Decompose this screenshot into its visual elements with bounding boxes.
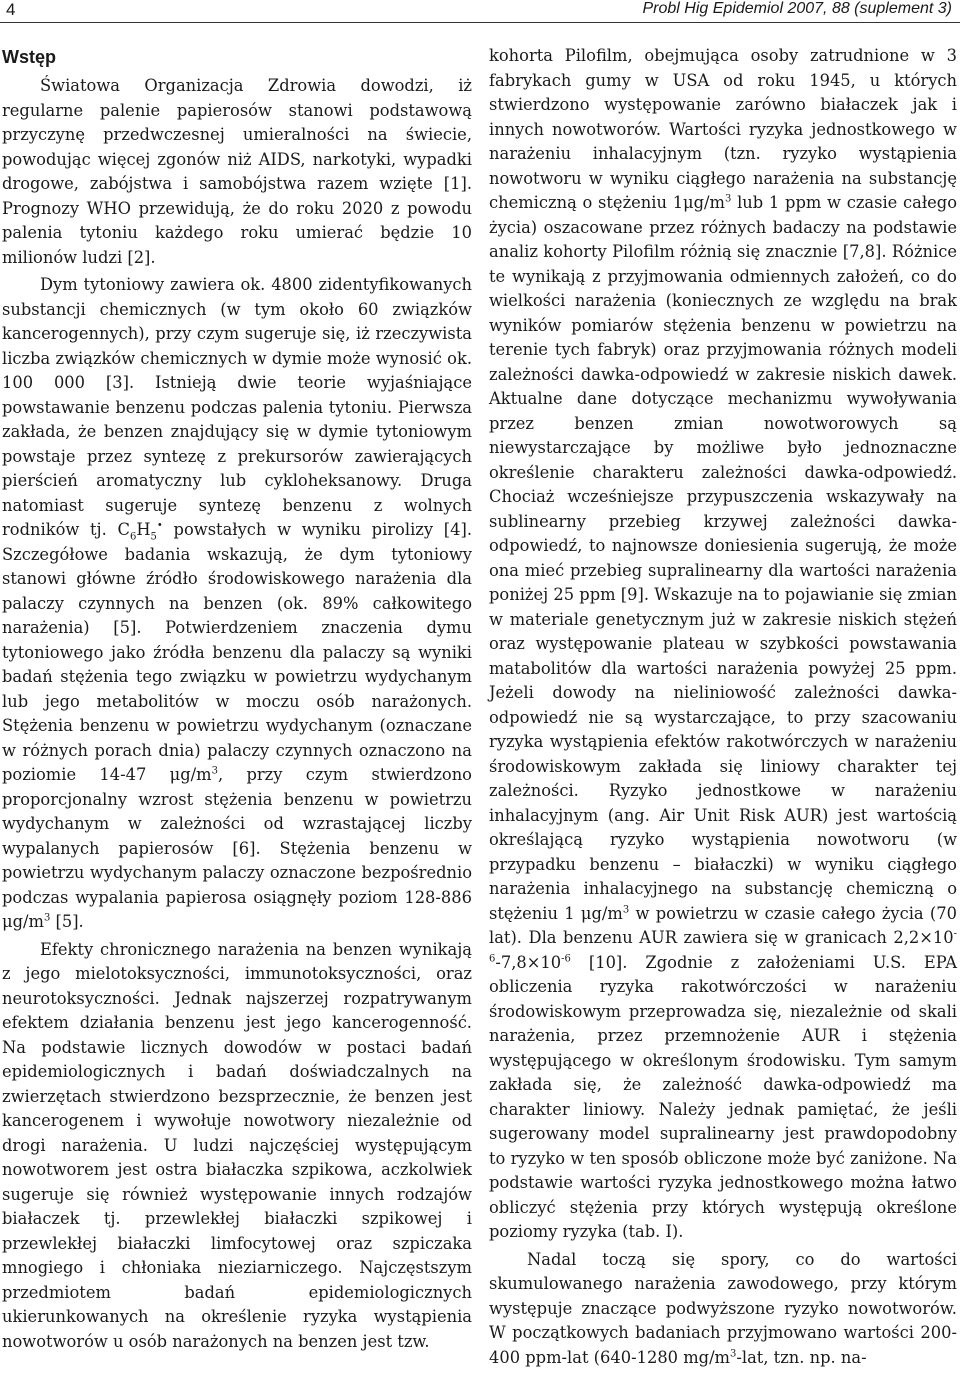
text-run: powstałych w wyniku pirolizy [4]. Szczegółowe badania wskazują, że dym tytoniowy stanowi główne źródło środowiskowego narażenia dla palaczy czynnych na benzen (ok. 89% całkowitego narażenia) [5]. Potwierdzeniem znaczenia dymu tytoniowego jako źródła benzenu dla palaczy są wyniki badań stężenia tego związku w powietrzu wydychanym lub jego metabolitów w moczu osób narażonych. Stężenia benzenu w powietrzu wydychanym (oznaczane w różnych porach dnia) palaczy czynnych oznaczono na poziomie 14-47 μg/m [2,520,472,784]
subscript: 5 [150,531,157,543]
text-run: [5]. [50,912,84,931]
left-column [2,44,472,1354]
superscript: 3 [43,912,51,924]
text-run: Efekty chronicznego narażenia na benzen wynikają z jego mielotoksyczności, immunotoksyczności, oraz neurotoksyczności. Jednak najszerzej rozpatrywanym efektem działania benzenu jest jego kancerogenność. Na podstawie licznych dowodów w postaci badań epidemiologicznych i badań doświadczalnych na zwierzętach stwierdzono bezsprzecznie, że benzen jest kancerogenem i wywołuje nowotwory niezależnie od drogi narażenia. U ludzi najczęściej występującym nowotworem jest ostra białaczka szpikowa, aczkolwiek sugeruje się również występowanie innych rodzajów białaczek tj. przewlekłej białaczki szpikowej i przewlekłej białaczki limfocytowej oraz szpiczaka mnogiego i chłoniaka nieziarniczego. Najczęstszym przedmiotem badań epidemiologicznych ukierunkowanych na określenie ryzyka wystąpienia nowotworów u osób narażonych na benzen jest tzw. [2,939,472,1351]
page-number: 4 [6,0,16,19]
paragraph-chronic-effects [2,938,472,1355]
text-run: , przy czym stwierdzono proporcjonalny wzrost stężenia benzenu w powietrzu wydychanym w zależności od wzrastającej liczby wypalanych papierosów [6]. Stężenia benzenu w powietrzu wydychanym palaczy oznaczone bezpośrednio podczas wypalania papierosa osiągnęły poziom 128-886 μg/m [2,765,472,931]
paragraph-intro [2,74,472,270]
radical-dot: • [156,520,163,532]
header-rule [0,22,960,23]
paragraph-tobacco-smoke [2,273,472,935]
superscript: 3 [211,765,218,777]
text-run: lub 1 ppm w czasie całego życia) oszacowane przez różnych badaczy na podstawie analiz kohorty Pilofilm różnią się znacznie [7,8]. Różnice te wynikają z przyjmowania odmiennych założeń, co do wielkości narażenia (koniecznych ze względu na brak wyników pomiarów stężenia benzenu w powietrzu na terenie tych fabryk) oraz przyjmowania różnych modeli zależności dawka-odpowiedź w zakresie niskich dawek. Aktualne dane dotyczące mechanizmu wywoływania przez benzen zmian nowotworowych są niewystarczające by możliwe było jednoznaczne określenie charakteru zależności dawka-odpowiedź. Chociaż wcześniejsze przypuszczenia wskazywały na sublinearny przebieg krzywej zależności dawka-odpowiedź, to najnowsze doniesienia sugerują, że może ona mieć przebieg supralinearny dla wartości narażenia poniżej 25 ppm [9]. Wskazuje na to pojawianie się zmian w materiale genetycznym już w zakresie niskich stężeń oraz występowanie plateau w szybkości powstawania matabolitów dla wartości narażenia powyżej 25 ppm. Jeżeli dowody na nieliniowość zależności dawka-odpowiedź nie są wystarczające, to przy szacowaniu ryzyka wystąpienia efektów rakotwórczych w narażeniu środowiskowym zakłada się liniowy charakter tej zależności. Ryzyko jednostkowe w narażeniu inhalacyjnym (ang. Air Unit Risk AUR) jest wartością określającą ryzyko wystąpienia nowotworu (w przypadku benzenu – białaczki) w wyniku ciągłego narażenia inhalacyjnego na substancję chemiczną o stężeniu 1 μg/m [489,193,957,923]
text-run: w powietrzu w czasie całego życia (70 lat). Dla benzenu AUR zawiera się w granicach 2,2×10 [489,903,957,947]
text-run: H [136,520,151,539]
paragraph-pilofilm-cohort [489,44,957,1245]
superscript: 3 [724,193,732,205]
text-run: Dym tytoniowy zawiera ok. 4800 zidentyfikowanych substancji chemicznych (w tym około 60 związków kancerogennych), przy czym sugeruje się, iż rzeczywista liczba związków chemicznych w dymie może wynosić ok. 100 000 [3]. Istnieją dwie teorie wyjaśniające powstawanie benzenu podczas palenia tytoniu. Pierwsza zakłada, że benzen znajdujący się w dymie tytoniowym powstaje przez syntezę z prekursorów zawierających pierścień aromatyczny lub cykloheksanowy. Druga natomiast sugeruje syntezę benzenu z wolnych rodników tj. C [2,275,472,539]
superscript: 3 [622,904,630,916]
superscript: -6 [489,928,957,965]
text-run: Światowa Organizacja Zdrowia dowodzi, iż regularne palenie papierosów stanowi podstawową przyczynę przedwczesnej umieralności na świecie, powodując więcej zgonów niż AIDS, narkotyki, wypadki drogowe, zabójstwa i samobójstwa razem wzięte [1]. Prognozy WHO przewidują, że do roku 2020 z powodu palenia tytoniu każdego roku umierać będzie 10 milionów ludzi [2]. [2,76,472,267]
text-run: -lat, tzn. np. na- [736,1347,867,1367]
text-run: [10]. Zgodnie z założeniami U.S. EPA obliczenia ryzyka rakotwórczości w narażeniu środowiskowym przeprowadza się, niezależnie od skali narażenia, przez przemnożenie AUR i stężenia występującego w określonym środowisku. Tym samym zakłada się, że zależność dawka-odpowiedź ma charakter liniowy. Należy jednak pamiętać, że jeśli sugerowany model supralinearny jest prawdopodobny to ryzyko w ten sposób obliczone może być zaniżone. Na podstawie wartości ryzyka jednostkowego można łatwo obliczyć stężenia przy których występują określone poziomy ryzyka (tab. I). [489,952,957,1241]
text-run: kohorta Pilofilm, obejmująca osoby zatrudnione w 3 fabrykach gumy w USA od roku 1945, u których stwierdzono występowanie zarówno białaczek jak i innych nowotworów. Wartości ryzyka jednostkowego w narażeniu inhalacyjnym (tzn. ryzyko wystąpienia nowotworu w wyniku ciągłego narażenia na substancję chemiczną o stężeniu 1μg/m [489,46,957,212]
superscript: 3 [730,1348,737,1360]
paragraph-occupational-exposure [489,1248,957,1371]
right-column [489,44,957,1370]
journal-running-head: Probl Hig Epidemiol 2007, 88 (suplement 3) [642,0,952,17]
subscript: 6 [129,531,137,543]
section-heading: Wstęp [2,47,56,67]
superscript: -6 [561,953,571,965]
text-run: Nadal toczą się spory, co do wartości skumulowanego narażenia zawodowego, przy którym występuje znaczące podwyższone ryzyko nowotworów. W początkowych badaniach przyjmowano wartości 200-400 ppm-lat (640-1280 mg/m [489,1249,957,1367]
text-run: -7,8×10 [495,952,562,972]
